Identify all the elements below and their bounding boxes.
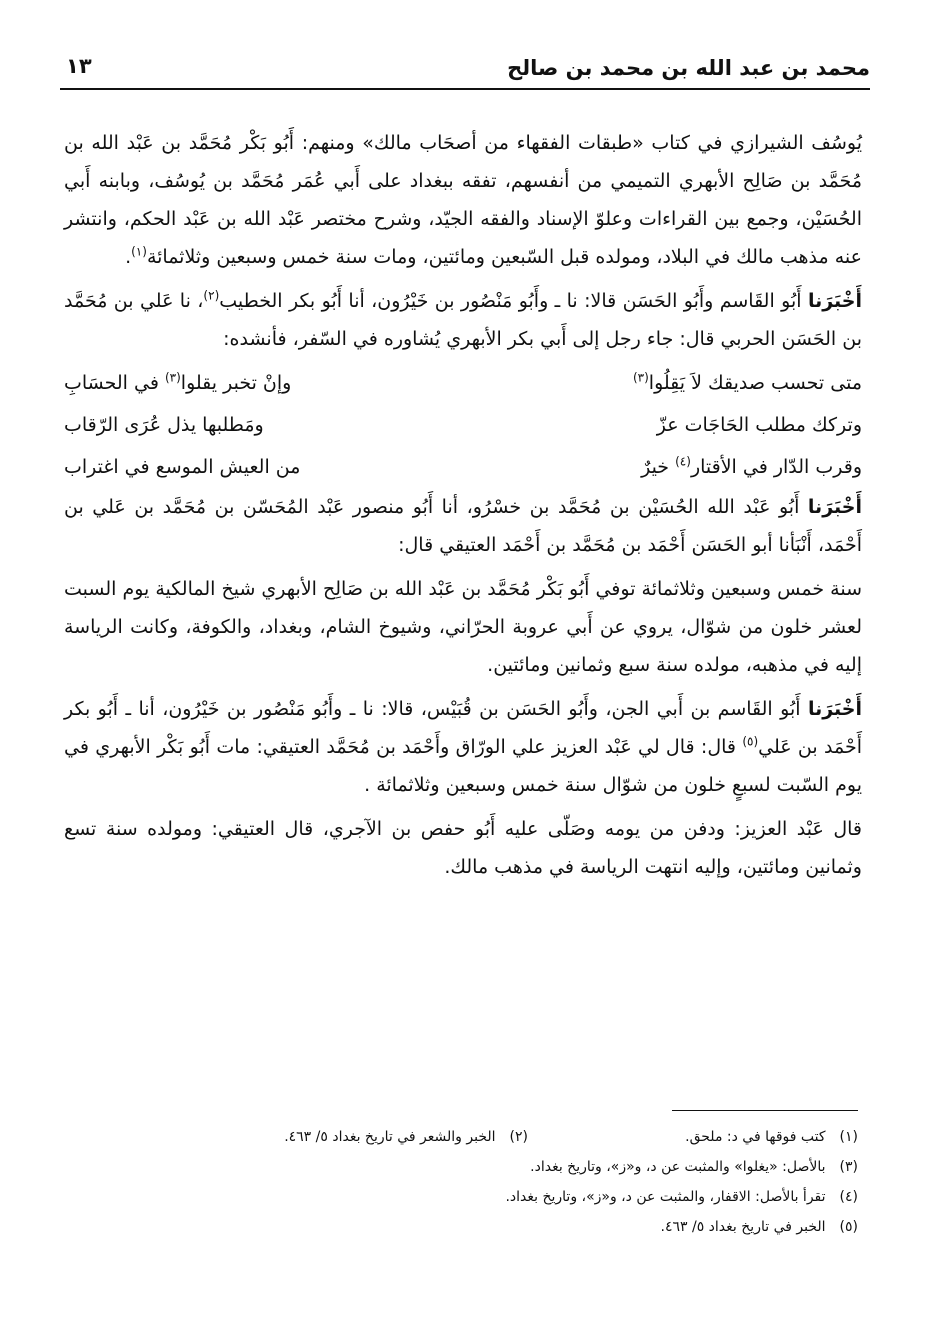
- verse-1-first-hemistich: [495, 362, 862, 404]
- verse-1-second-text-b: في الحسَابِ: [64, 372, 165, 394]
- footnote-1-number: (١): [839, 1129, 858, 1145]
- footnote-row-1: [108, 1122, 858, 1152]
- footnote-5-number: (٥): [839, 1219, 858, 1235]
- paragraph-5: [64, 690, 862, 804]
- main-text: [64, 124, 862, 886]
- verse-2: [64, 404, 862, 446]
- verse-1-first-text: متى تحسب صديقك لاَ يَقِلُوا: [648, 372, 862, 394]
- footnote-3-text: بالأصل: «يغلوا» والمثبت عن د، و«ز»، وتاريخ بغداد.: [530, 1159, 826, 1175]
- verse-3: [64, 446, 862, 488]
- footnote-ref-3a[interactable]: (٣): [632, 370, 649, 385]
- footnote-ref-1[interactable]: (١): [131, 244, 147, 259]
- paragraph-1-text: يُوسُف الشيرازي في كتاب «طبقات الفقهاء من أصحَاب مالك» ومنهم: أَبُو بَكْر مُحَمَّد بن عَبْد الله بن مُحَمَّد بن صَالِح الأبهري التميمي من أنفسهم، تفقه ببغداد على أَبي عُمَر مُحَمَّد بن يُوسُف، وبابنه أَبي الحُسَيْن، وجمع بين القراءات وعلوّ الإسناد والفقه الجيّد، وشرح مختصر عَبْد الله بن عَبْد الحكم، وانتشر عنه مذهب مالك في البلاد، ومولده قبل السّبعين ومائتين، ومات سنة خمس وسبعين وثلاثمائة: [64, 132, 862, 268]
- verse-1-second-text-a: وإنْ تخبر يقلوا: [180, 372, 292, 394]
- verse-2-second-hemistich: ومَطلبها يذل عُرَى الرّقاب: [64, 414, 264, 436]
- page-header: [60, 50, 870, 90]
- footnote-ref-4[interactable]: (٤): [675, 454, 691, 469]
- footnote-1: [528, 1122, 858, 1152]
- paragraph-2-text-a: أَبُو القَاسم وأَبُو الحَسَن قالا: نا ـ وأَبُو مَنْصُور بن خَيْرُون، أنا أَبُو بكر الخطيب: [219, 290, 802, 312]
- footnote-ref-5[interactable]: (٥): [742, 734, 759, 749]
- header-rule: [60, 88, 870, 90]
- footnote-1-text: كتب فوقها في د: ملحق.: [685, 1129, 826, 1145]
- paragraph-3-lead: أَخْبَرَنا: [807, 496, 862, 518]
- paragraph-5-text-a: أَبُو القَاسم بن أَبي الجن، وأَبُو الحَسَن بن قُبَيْس، قالا: نا ـ وأَبُو مَنْصُور بن خَيْرُون، أنا ـ أَبُو بكر أَحْمَد بن عَلي: [64, 698, 862, 758]
- footnote-4-number: (٤): [839, 1189, 858, 1205]
- verse-3-first-text-a: وقرب الدّار في الأقتار: [690, 456, 862, 478]
- footnote-3-number: (٣): [839, 1159, 858, 1175]
- footnote-ref-2[interactable]: (٢): [203, 288, 220, 303]
- paragraph-5-text-b: قال: قال لي عَبْد العزيز علي الورّاق وأَحْمَد بن مُحَمَّد العتيقي: مات أَبُو بَكْر الأبهري في يوم السّبت لسبعٍ خلون من شوّال سنة خمس وسبعين وثلاثمائة .: [64, 736, 862, 796]
- verse-2-first-hemistich: وتركك مطلب الحَاجَات عزّ: [656, 414, 862, 436]
- paragraph-2-lead: أَخْبَرَنا: [807, 290, 862, 312]
- footnote-ref-3b[interactable]: (٣): [164, 370, 181, 385]
- paragraph-2-text-b: ، نا عَلي بن مُحَمَّد بن الحَسَن الحربي قال: جاء رجل إلى أَبي بكر الأبهري يُشاوره في السّفر، فأنشده:: [64, 290, 862, 350]
- verse-3-second-hemistich: من العيش الموسع في اغتراب: [64, 456, 301, 478]
- footnote-3: [108, 1152, 858, 1182]
- verse-3-first-text-b: خيرٌ: [641, 456, 676, 478]
- paragraph-3-text: أَبُو عَبْد الله الحُسَيْن بن مُحَمَّد بن خسْرُو، أنا أَبُو منصور عَبْد المُحَسّن بن مُحَمَّد بن عَلي بن أَحْمَد، أَنْبَأنا أبو الحَسَن أَحْمَد بن مُحَمَّد بن أَحْمَد العتيقي قال:: [64, 496, 862, 556]
- verse-1: [64, 362, 862, 404]
- running-title: محمد بن عبد الله بن محمد بن صالح: [507, 56, 870, 80]
- paragraph-6: قال عَبْد العزيز: ودفن من يومه وصَلّى عليه أَبُو حفص بن الآجري، قال العتيقي: ومولده سنة تسع وثمانين ومائتين، وإليه انتهت الرياسة في مذهب مالك.: [64, 818, 862, 878]
- footnotes: [108, 1122, 858, 1242]
- footnote-4: [108, 1182, 858, 1212]
- paragraph-2: [64, 282, 862, 358]
- verse-1-second-hemistich: [64, 362, 431, 404]
- footnote-2: [284, 1122, 528, 1152]
- footnote-4-text: تقرأ بالأصل: الاقفار، والمثبت عن د، و«ز»، وتاريخ بغداد.: [505, 1189, 826, 1205]
- footnote-5-text: الخبر في تاريخ بغداد ٥/ ٤٦٣.: [660, 1219, 826, 1235]
- paragraph-5-lead: أَخْبَرَنا: [807, 698, 862, 720]
- footnote-rule: [672, 1110, 858, 1111]
- poem: [64, 362, 862, 488]
- footnote-5: [108, 1212, 858, 1242]
- paragraph-1-end: .: [125, 246, 132, 268]
- paragraph-1: [64, 124, 862, 276]
- footnote-2-text: الخبر والشعر في تاريخ بغداد ٥/ ٤٦٣.: [284, 1129, 496, 1145]
- paragraph-4: سنة خمس وسبعين وثلاثمائة توفي أَبُو بَكْر مُحَمَّد بن عَبْد الله بن صَالِح الأبهري شيخ المالكية يوم السبت لعشر خلون من شوّال، يروي عن أَبي عروبة الحرّاني، وشيوخ الشام، وبغداد، والكوفة، وكانت الرياسة إليه في مذهبه، مولده سنة سبع وثمانين ومائتين.: [64, 578, 862, 676]
- paragraph-3: [64, 488, 862, 564]
- page-number: ١٣: [66, 54, 92, 78]
- verse-3-first-hemistich: [495, 446, 862, 488]
- footnote-2-number: (٢): [509, 1129, 528, 1145]
